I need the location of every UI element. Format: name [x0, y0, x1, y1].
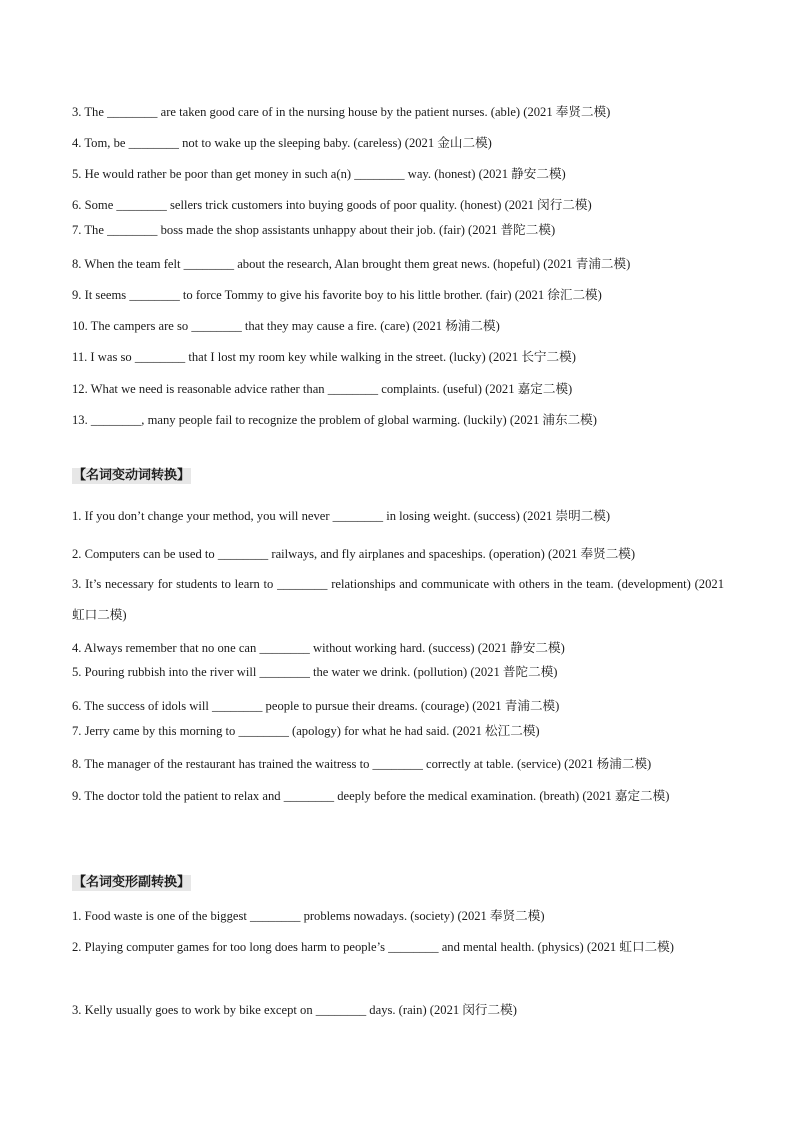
- noun-adj-item-1: 1. Food waste is one of the biggest ________ problems nowadays. (society) (2021 奉贤二模): [72, 909, 545, 923]
- noun-verb-item-7: 7. Jerry came by this morning to ________ (apology) for what he had said. (2021 松江二模): [72, 724, 540, 738]
- adj-item-11: 11. I was so ________ that I lost my room key while walking in the street. (lucky) (2021 长宁二模): [72, 350, 576, 364]
- adj-item-4: 4. Tom, be ________ not to wake up the sleeping baby. (careless) (2021 金山二模): [72, 136, 492, 150]
- adj-item-5: 5. He would rather be poor than get money in such a(n) ________ way. (honest) (2021 静安二模): [72, 167, 566, 181]
- noun-verb-item-2: 2. Computers can be used to ________ railways, and fly airplanes and spaceships. (operation) (2021 奉贤二模): [72, 547, 636, 561]
- adj-item-3: 3. The ________ are taken good care of in the nursing house by the patient nurses. (able) (2021 奉贤二模): [72, 105, 611, 119]
- noun-verb-item-1: 1. If you don’t change your method, you will never ________ in losing weight. (success) (2021 崇明二模): [72, 509, 611, 523]
- section-title-noun-adj: 【名词变形副转换】: [73, 875, 191, 890]
- adj-item-7: 7. The ________ boss made the shop assistants unhappy about their job. (fair) (2021 普陀二模): [72, 223, 556, 237]
- noun-verb-item-9: 9. The doctor told the patient to relax and ________ deeply before the medical examination. (breath) (2021 嘉定二模): [72, 789, 670, 803]
- adj-item-12: 12. What we need is reasonable advice rather than ________ complaints. (useful) (2021 嘉定二模): [72, 382, 573, 396]
- noun-adj-item-2: 2. Playing computer games for too long does harm to people’s ________ and mental health. (physics) (2021 虹口二模): [72, 940, 674, 954]
- adj-item-9: 9. It seems ________ to force Tommy to give his favorite boy to his little brother. (fair) (2021 徐汇二模): [72, 288, 602, 302]
- section-title-noun-verb: 【名词变动词转换】: [73, 468, 191, 483]
- noun-adj-item-3: 3. Kelly usually goes to work by bike except on ________ days. (rain) (2021 闵行二模): [72, 1003, 517, 1017]
- adj-item-6: 6. Some ________ sellers trick customers into buying goods of poor quality. (honest) (2021 闵行二模): [72, 198, 592, 212]
- noun-verb-item-4: 4. Always remember that no one can ________ without working hard. (success) (2021 静安二模): [72, 641, 565, 655]
- noun-verb-item-5: 5. Pouring rubbish into the river will ________ the water we drink. (pollution) (2021 普陀二模): [72, 665, 558, 679]
- adj-item-13: 13. ________, many people fail to recognize the problem of global warming. (luckily) (2021 浦东二模): [72, 413, 597, 427]
- adj-item-10: 10. The campers are so ________ that they may cause a fire. (care) (2021 杨浦二模): [72, 319, 500, 333]
- noun-verb-item-6: 6. The success of idols will ________ people to pursue their dreams. (courage) (2021 青浦二模): [72, 699, 560, 713]
- adj-item-8: 8. When the team felt ________ about the research, Alan brought them great news. (hopeful) (2021 青浦二模): [72, 257, 631, 271]
- noun-verb-item-8: 8. The manager of the restaurant has trained the waitress to ________ correctly at table. (service) (2021 杨浦二模): [72, 757, 652, 771]
- noun-verb-item-3: 3. It’s necessary for students to learn to ________ relationships and communicate with others in the team. (development) (2021 虹口二模): [72, 577, 724, 622]
